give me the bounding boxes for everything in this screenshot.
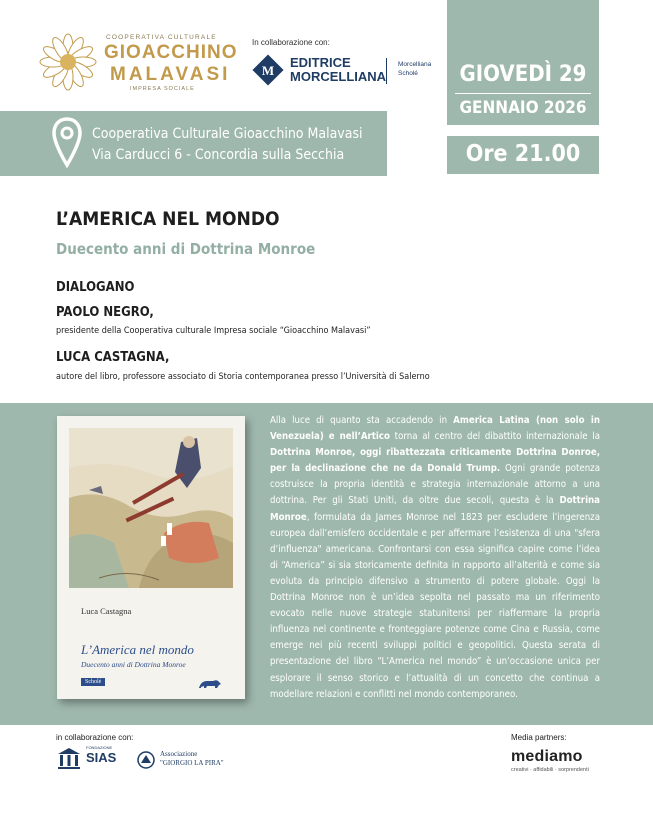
book-cover-illustration bbox=[69, 428, 233, 588]
venue-name: Cooperativa Culturale Gioacchino Malavasi bbox=[92, 126, 363, 142]
mediamo-logo bbox=[511, 748, 589, 773]
sias-top-text: FONDAZIONE bbox=[86, 745, 113, 750]
date-box bbox=[447, 0, 599, 125]
sias-text: SIAS bbox=[86, 750, 117, 765]
book-publisher: Scholé bbox=[81, 678, 105, 686]
morcelliana-right-line1: Morcelliana bbox=[398, 61, 432, 68]
lapira-line1: Associazione bbox=[160, 750, 198, 758]
morcelliana-name-line2: MORCELLIANA bbox=[290, 69, 387, 84]
book-cover bbox=[57, 416, 245, 699]
daisy-logo-icon bbox=[38, 32, 98, 92]
morcelliana-name-line1: EDITRICE bbox=[290, 55, 351, 70]
event-title: L’AMERICA NEL MONDO bbox=[56, 208, 280, 230]
svg-text:M: M bbox=[261, 63, 275, 78]
sias-logo bbox=[56, 745, 126, 771]
collab-label-top: In collaborazione con: bbox=[252, 38, 330, 47]
lapira-emblem-icon bbox=[136, 750, 156, 770]
book-title: L’America nel mondo bbox=[81, 642, 194, 657]
venue-address: Via Carducci 6 - Concordia sulla Secchia bbox=[92, 147, 345, 163]
mediamo-wordmark: mediamo bbox=[511, 748, 583, 765]
sias-columns-icon bbox=[56, 745, 82, 771]
malavasi-bottom-line: IMPRESA SOCIALE bbox=[130, 86, 195, 92]
malavasi-logo bbox=[38, 30, 238, 92]
collab-label-bottom: in collaborazione con: bbox=[56, 733, 134, 742]
dialogano-label: DIALOGANO bbox=[56, 280, 135, 295]
date-month-year: GENNAIO 2026 bbox=[459, 98, 587, 118]
media-partners-label: Media partners: bbox=[511, 733, 567, 742]
morcelliana-right-line2: Scholé bbox=[398, 70, 418, 77]
location-pin-icon bbox=[52, 117, 82, 169]
morcelliana-logo bbox=[252, 52, 442, 88]
bear-logo-icon bbox=[197, 676, 223, 692]
book-subtitle: Duecento anni di Dottrina Monroe bbox=[81, 660, 186, 669]
lapira-line2: "GIORGIO LA PIRA" bbox=[160, 759, 224, 767]
speaker-name: LUCA CASTAGNA, bbox=[56, 350, 170, 365]
malavasi-name-line2: MALAVASI bbox=[110, 64, 231, 85]
speaker-role: presidente della Cooperativa culturale Impresa sociale “Gioacchino Malavasi” bbox=[56, 326, 371, 336]
date-day: GIOVEDÌ 29 bbox=[459, 62, 587, 87]
book-author: Luca Castagna bbox=[81, 606, 132, 616]
date-separator bbox=[455, 93, 591, 94]
event-subtitle: Duecento anni di Dottrina Monroe bbox=[56, 240, 316, 258]
lapira-logo bbox=[136, 750, 246, 770]
description-text: Alla luce di quanto sta accadendo in America Latina (non solo in Venezuela) e nell’Artico torna al centro del dibattito internazionale la Dottrina Monroe, oggi ribattezzata criticamente Dottrina Donroe, per la declinazione che ne da Donald Trump. Ogni grande potenza costruisce la propria identità e strategia internazionale attorno a una dottrina. Per gli Stati Uniti, da oltre due secoli, questa è la Dottrina Monroe, formulata da James Monroe nel 1823 per escludere l’ingerenza europea dall’emisfero occidentale e per affermare l’esistenza di una "sfera d’influenza" americana. Confrontarsi con essa significa capire come l’idea di “America” si sia storicamente definita in rapporto all’alterità e come sia evoluta da principio difensivo a strumento di potere globale. Oggi la Dottrina Monroe non è un’idea sepolta nel passato ma un riferimento evocato nelle nuove strategie statunitensi per riaffermare la propria influenza nel continente e fronteggiare potenze come Cina e Russia, come emerge nei più recenti sviluppi politici e geopolitici. Questa serata di presentazione del libro “L’America nel mondo” è un’occasione unica per esplorare il senso storico e l’attualità di un concetto che continua a modellare relazioni e conflitti nel mondo contemporaneo. bbox=[270, 415, 601, 700]
morcelliana-divider bbox=[386, 58, 387, 84]
speaker-name: PAOLO NEGRO, bbox=[56, 305, 154, 320]
malavasi-name-line1: GIOACCHINO bbox=[104, 42, 238, 63]
time-box bbox=[447, 136, 599, 174]
malavasi-top-line: COOPERATIVA CULTURALE bbox=[106, 34, 217, 41]
speaker-role: autore del libro, professore associato di Storia contemporanea presso l’Università di Salerno bbox=[56, 372, 430, 382]
venue-band bbox=[0, 111, 387, 176]
event-time: Ore 21.00 bbox=[465, 141, 581, 167]
mediamo-tagline: creativi · affidabili · sorprendenti bbox=[511, 767, 589, 773]
morcelliana-diamond-icon bbox=[252, 54, 284, 86]
